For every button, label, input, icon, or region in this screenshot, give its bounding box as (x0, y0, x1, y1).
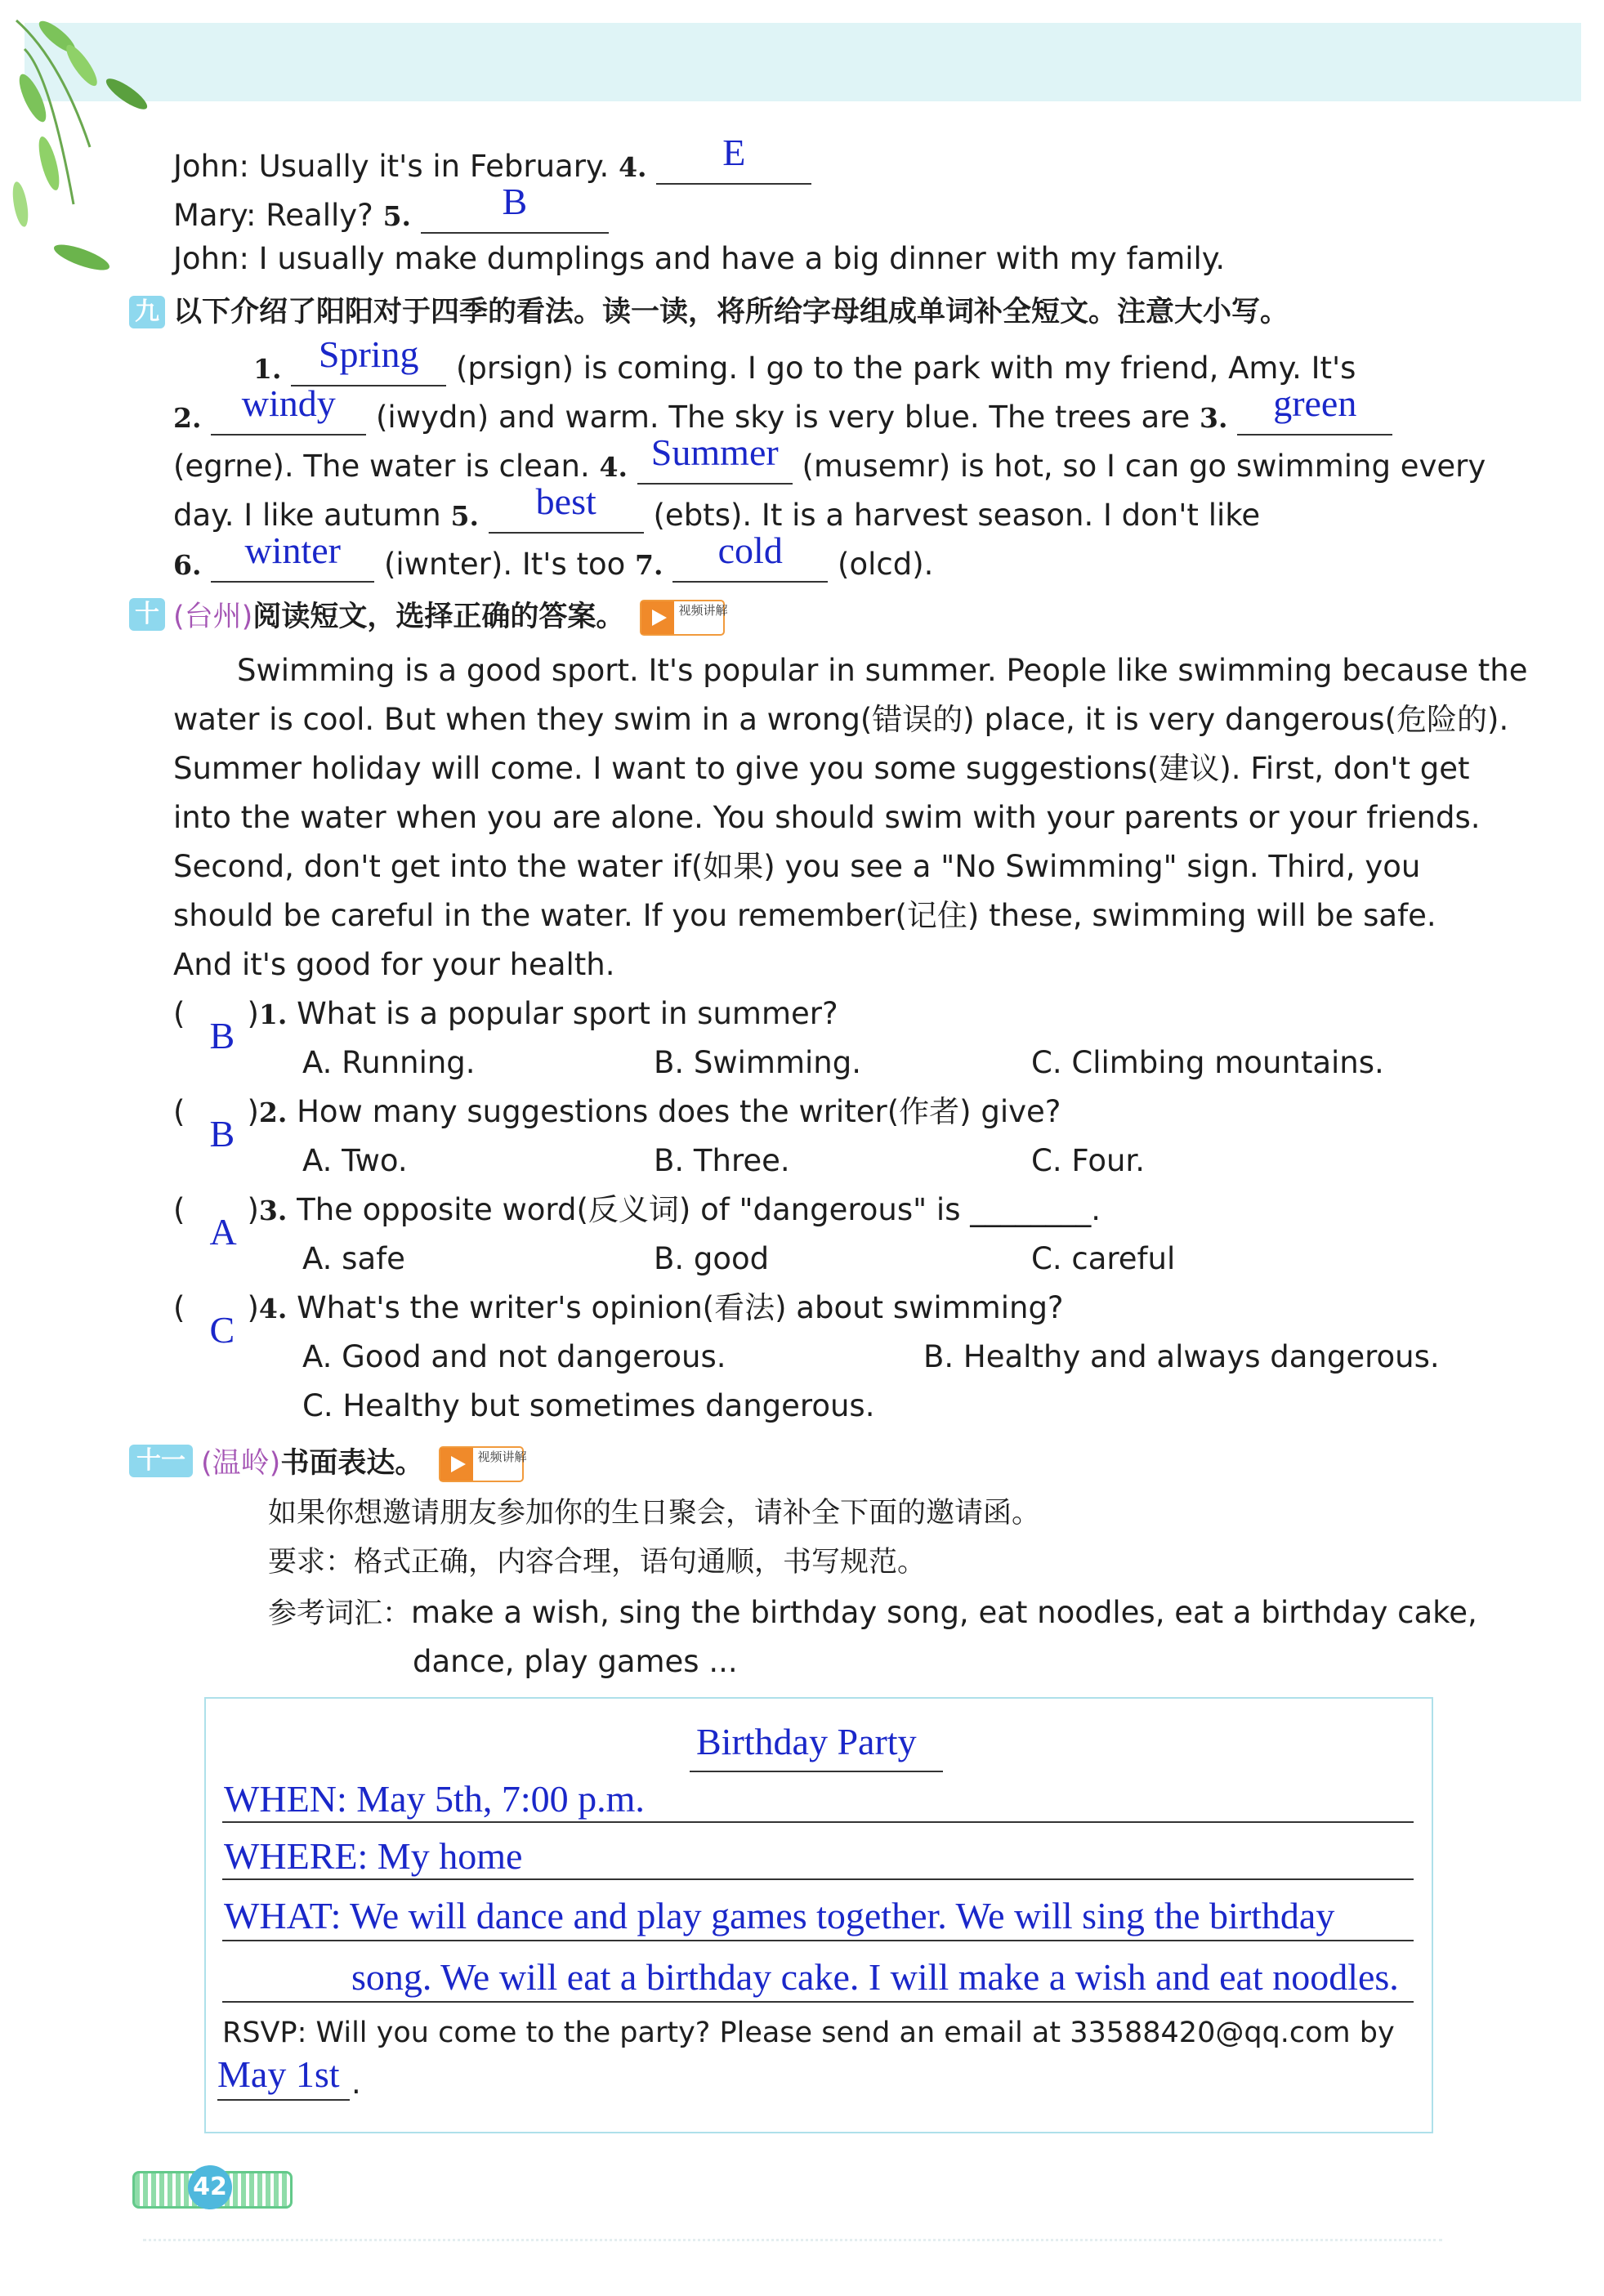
what-line-2[interactable]: song. We will eat a birthday cake. I will make a wish and eat noodles. (351, 1956, 1399, 1998)
answer-blank[interactable] (211, 382, 366, 436)
option-a[interactable]: A. safe (302, 1241, 405, 1276)
section-badge: 九 (129, 296, 165, 328)
what-line-1[interactable]: WHAT: We will dance and play games together. We will sing the birthday (224, 1895, 1335, 1936)
question-number: 1. (253, 353, 282, 385)
s9-line-1 (253, 333, 1356, 386)
writing-rule (222, 1821, 1414, 1823)
question-number: 2. (258, 1097, 288, 1128)
answer-blank[interactable] (656, 132, 811, 185)
answer-blank[interactable] (672, 529, 828, 583)
handwritten-answer: winter (244, 529, 341, 571)
writing-prompt: 如果你想邀请朋友参加你的生日聚会，请补全下面的邀请函。 (268, 1497, 1041, 1530)
willow-leaves-decoration (0, 0, 196, 294)
dialog-text: John: Usually it's in February. (173, 149, 619, 184)
handwritten-answer: cold (717, 529, 783, 571)
dialog-text: Mary: Really? (173, 198, 383, 233)
video-label: 视频讲解 (477, 1450, 527, 1464)
handwritten-answer: B (209, 1113, 235, 1155)
option-c[interactable]: C. Healthy but sometimes dangerous. (302, 1388, 875, 1423)
question-3: ( A )3. The opposite word(反义词) of "dangerous" is ________. (173, 1192, 1101, 1253)
question-text: What is a popular sport in summer? (297, 996, 838, 1031)
where-line[interactable]: WHERE: My home (224, 1835, 523, 1877)
section-instruction: 以下介绍了阳阳对于四季的看法。读一读，将所给字母组成单词补全短文。注意大小写。 (173, 296, 1289, 328)
writing-rule (217, 2099, 350, 2101)
answer-blank[interactable] (1237, 382, 1392, 436)
passage-line: should be careful in the water. If you remember(记住) these, swimming will be safe. (173, 898, 1436, 933)
s9-line-4 (173, 480, 1261, 534)
vocab-line (268, 1597, 1477, 1628)
s9-line-3 (173, 431, 1486, 485)
handwritten-answer: Summer (650, 431, 779, 473)
rsvp-period: . (351, 2066, 361, 2101)
handwritten-answer: B (502, 181, 528, 222)
handwritten-answer: C (209, 1309, 235, 1351)
option-a[interactable]: A. Running. (302, 1045, 476, 1080)
passage-line: Summer holiday will come. I want to give you some suggestions(建议). First, don't get (173, 751, 1470, 786)
question-text: The opposite word(反义词) of "dangerous" is ________. (297, 1192, 1101, 1227)
card-title[interactable]: Birthday Party (696, 1721, 917, 1762)
answer-blank[interactable] (637, 431, 793, 485)
option-a[interactable]: A. Good and not dangerous. (302, 1339, 726, 1374)
s9-line-2 (173, 382, 1392, 436)
passage-text: (ebts). It is a harvest season. I don't like (653, 498, 1261, 533)
section-badge: 十 (129, 598, 165, 631)
handwritten-answer: best (535, 480, 596, 522)
passage-line: into the water when you are alone. You should swim with your parents or your friends. (173, 800, 1481, 835)
rsvp-date[interactable]: May 1st (217, 2053, 340, 2095)
option-b[interactable]: B. Swimming. (654, 1045, 861, 1080)
dialog-line-2 (173, 181, 609, 234)
top-banner (25, 23, 1581, 101)
when-line[interactable]: WHEN: May 5th, 7:00 p.m. (224, 1778, 645, 1820)
writing-rule (222, 1940, 1414, 1941)
rsvp-line: RSVP: Will you come to the party? Please send an email at 33588420@qq.com by (222, 2017, 1395, 2049)
writing-rule (222, 1878, 1414, 1880)
passage-line: Second, don't get into the water if(如果) you see a "No Swimming" sign. Third, you (173, 849, 1421, 884)
question-number: 2. (173, 402, 202, 434)
dialog-line-3 (173, 243, 1225, 274)
question-4: ( C )4. What's the writer's opinion(看法) about swimming? (173, 1290, 1064, 1351)
vocab-label: 参考词汇： (268, 1597, 412, 1630)
question-number: 3. (258, 1195, 288, 1226)
passage-text: (musemr) is hot, so I can go swimming every (802, 449, 1486, 484)
question-number: 5. (450, 500, 479, 532)
section-badge: 十一 (129, 1445, 193, 1477)
video-label: 视频讲解 (678, 603, 728, 618)
passage-text: day. I like autumn (173, 498, 441, 533)
handwritten-answer: B (209, 1015, 235, 1056)
section-instruction: 阅读短文，选择正确的答案。 (252, 601, 625, 633)
writing-requirements: 要求：格式正确，内容合理，语句通顺，书写规范。 (268, 1546, 927, 1579)
option-a[interactable]: A. Two. (302, 1143, 408, 1178)
question-number: 4. (258, 1293, 288, 1324)
writing-rule (222, 2001, 1414, 2003)
invitation-card (204, 1697, 1433, 2133)
question-1: ( B )1. What is a popular sport in summer? (173, 996, 838, 1056)
passage-text: (prsign) is coming. I go to the park with my friend, Amy. It's (455, 351, 1356, 386)
video-button[interactable] (640, 600, 728, 636)
passage-line: water is cool. But when they swim in a wrong(错误的) place, it is very dangerous(危险的). (173, 702, 1509, 737)
vocab-text: make a wish, sing the birthday song, eat noodles, eat a birthday cake, (411, 1595, 1477, 1630)
question-number: 1. (258, 998, 288, 1030)
passage-line: And it's good for your health. (173, 947, 615, 982)
answer-blank[interactable] (489, 480, 644, 534)
section-instruction: 书面表达。 (280, 1447, 424, 1480)
play-icon (440, 1448, 473, 1481)
handwritten-answer: Spring (318, 333, 419, 375)
passage-text: (iwnter). It's too (383, 547, 626, 582)
option-b[interactable]: B. Three. (654, 1143, 790, 1178)
option-c[interactable]: C. Four. (1031, 1143, 1145, 1178)
option-b[interactable]: B. Healthy and always dangerous. (923, 1339, 1440, 1374)
passage-text: (iwydn) and warm. The sky is very blue. The trees are (375, 400, 1191, 435)
passage-line: Swimming is a good sport. It's popular in summer. People like swimming because the (237, 653, 1528, 688)
handwritten-answer: green (1273, 382, 1357, 424)
passage-text: (egrne). The water is clean. (173, 449, 590, 484)
handwritten-answer: E (722, 132, 746, 173)
question-number: 7. (635, 549, 663, 581)
question-text: What's the writer's opinion(看法) about swimming? (297, 1290, 1064, 1325)
option-b[interactable]: B. good (654, 1241, 770, 1276)
s9-line-5 (173, 529, 934, 583)
question-number: 4. (599, 451, 628, 483)
bottom-dotted-rule (143, 2239, 1442, 2241)
passage-text: (olcd). (838, 547, 934, 582)
play-icon (641, 601, 674, 634)
video-button[interactable] (439, 1446, 527, 1482)
vocab-line-2: dance, play games ... (413, 1644, 738, 1679)
handwritten-answer: A (209, 1211, 237, 1253)
question-number: 6. (173, 549, 202, 581)
option-c[interactable]: C. careful (1031, 1241, 1176, 1276)
answer-blank[interactable] (211, 529, 374, 583)
answer-blank[interactable] (291, 333, 446, 386)
page-number: 42 (188, 2165, 232, 2209)
question-text: How many suggestions does the writer(作者) give? (297, 1094, 1061, 1129)
dialog-line-1 (173, 132, 811, 185)
question-number: 5. (382, 200, 412, 232)
question-2: ( B )2. How many suggestions does the writer(作者) give? (173, 1094, 1061, 1155)
question-number: 4. (619, 151, 647, 183)
source-label: (温岭) (201, 1447, 281, 1480)
handwritten-answer: windy (241, 382, 336, 424)
option-c[interactable]: C. Climbing mountains. (1031, 1045, 1384, 1080)
question-number: 3. (1200, 402, 1228, 434)
title-underline (690, 1771, 943, 1772)
section-heading (201, 1446, 527, 1482)
dialog-text: John: I usually make dumplings and have a big dinner with my family. (173, 241, 1226, 276)
section-heading (173, 600, 728, 636)
answer-blank[interactable] (421, 181, 609, 234)
source-label: (台州) (173, 601, 253, 633)
